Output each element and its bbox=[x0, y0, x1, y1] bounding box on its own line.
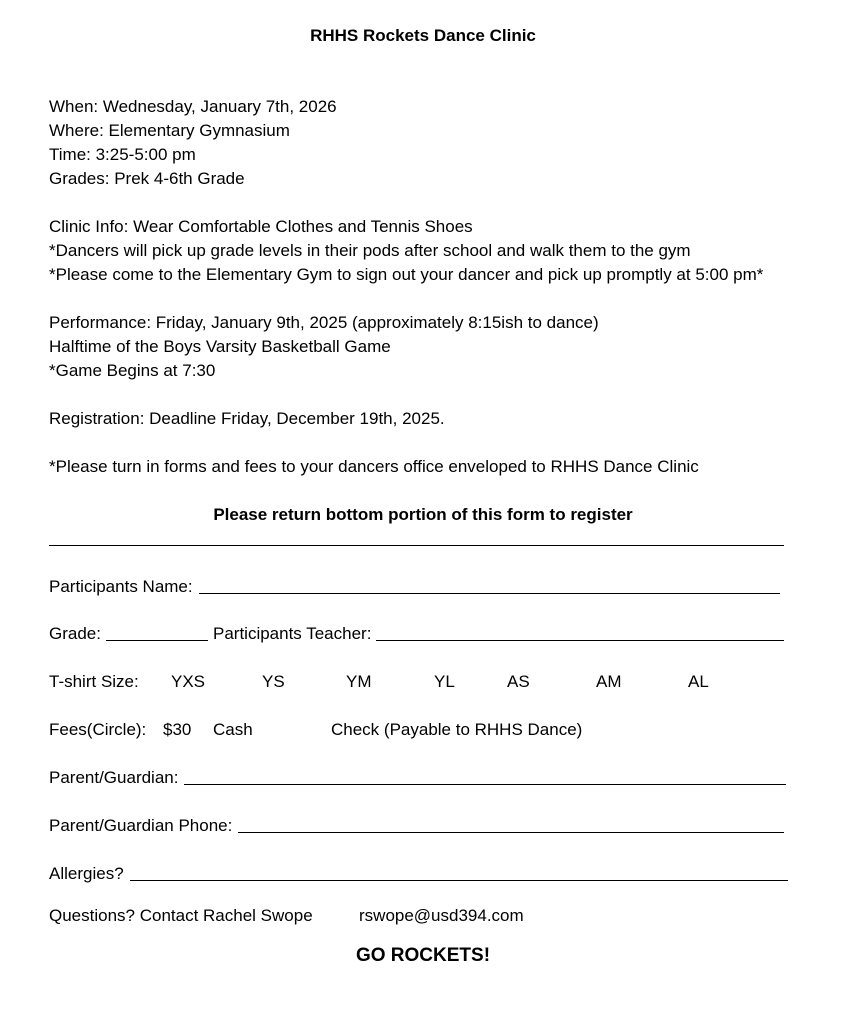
participant-name-label: Participants Name: bbox=[49, 577, 193, 596]
grade-row bbox=[49, 624, 784, 644]
parent-row bbox=[49, 768, 786, 788]
clinic-info: Clinic Info: Wear Comfortable Clothes and Tennis Shoes bbox=[49, 217, 473, 236]
clinic-note-2: *Please come to the Elementary Gym to sign out your dancer and pick up promptly at 5:00 pm* bbox=[49, 265, 764, 284]
participant-name-row bbox=[49, 577, 784, 597]
parent-phone-row bbox=[49, 816, 784, 836]
closing-text: GO ROCKETS! bbox=[355, 945, 491, 966]
participant-name-field[interactable] bbox=[199, 577, 780, 594]
allergies-field[interactable] bbox=[130, 864, 788, 881]
when-text: When: Wednesday, January 7th, 2026 bbox=[49, 97, 337, 116]
where-text: Where: Elementary Gymnasium bbox=[49, 121, 290, 140]
parent-phone-label: Parent/Guardian Phone: bbox=[49, 816, 233, 835]
size-ys[interactable]: YS bbox=[262, 672, 285, 691]
grade-label: Grade: bbox=[49, 624, 101, 643]
time-text: Time: 3:25-5:00 pm bbox=[49, 145, 196, 164]
size-as[interactable]: AS bbox=[507, 672, 530, 691]
fees-label: Fees(Circle): bbox=[49, 720, 147, 739]
clinic-note-1: *Dancers will pick up grade levels in their pods after school and walk them to the gym bbox=[49, 241, 691, 260]
performance-date: Performance: Friday, January 9th, 2025 (approximately 8:15ish to dance) bbox=[49, 313, 599, 332]
game-start: *Game Begins at 7:30 bbox=[49, 361, 216, 380]
allergies-row bbox=[49, 864, 788, 884]
contact-label: Questions? Contact Rachel Swope bbox=[49, 906, 313, 925]
fee-amount: $30 bbox=[163, 720, 192, 739]
registration-deadline: Registration: Deadline Friday, December 19th, 2025. bbox=[49, 409, 445, 428]
parent-phone-field[interactable] bbox=[238, 816, 784, 833]
teacher-label: Participants Teacher: bbox=[212, 624, 372, 643]
size-ym[interactable]: YM bbox=[346, 672, 372, 691]
grades-text: Grades: Prek 4-6th Grade bbox=[49, 169, 245, 188]
performance-event: Halftime of the Boys Varsity Basketball Game bbox=[49, 337, 391, 356]
teacher-field[interactable] bbox=[376, 624, 784, 641]
tshirt-label: T-shirt Size: bbox=[49, 672, 139, 691]
grade-field[interactable] bbox=[106, 624, 208, 641]
parent-label: Parent/Guardian: bbox=[49, 768, 179, 787]
contact-email[interactable]: rswope@usd394.com bbox=[359, 906, 524, 925]
fee-option-cash[interactable]: Cash bbox=[213, 720, 253, 739]
allergies-label: Allergies? bbox=[49, 864, 124, 883]
turn-in-note: *Please turn in forms and fees to your dancers office enveloped to RHHS Dance Clinic bbox=[49, 457, 699, 476]
fee-option-check[interactable]: Check (Payable to RHHS Dance) bbox=[331, 720, 583, 739]
page-title: RHHS Rockets Dance Clinic bbox=[310, 26, 536, 45]
size-yl[interactable]: YL bbox=[434, 672, 455, 691]
size-am[interactable]: AM bbox=[596, 672, 622, 691]
parent-field[interactable] bbox=[184, 768, 786, 785]
size-yxs[interactable]: YXS bbox=[171, 672, 206, 691]
return-note: Please return bottom portion of this form to register bbox=[213, 505, 633, 524]
size-al[interactable]: AL bbox=[688, 672, 709, 691]
cut-line bbox=[49, 545, 784, 546]
